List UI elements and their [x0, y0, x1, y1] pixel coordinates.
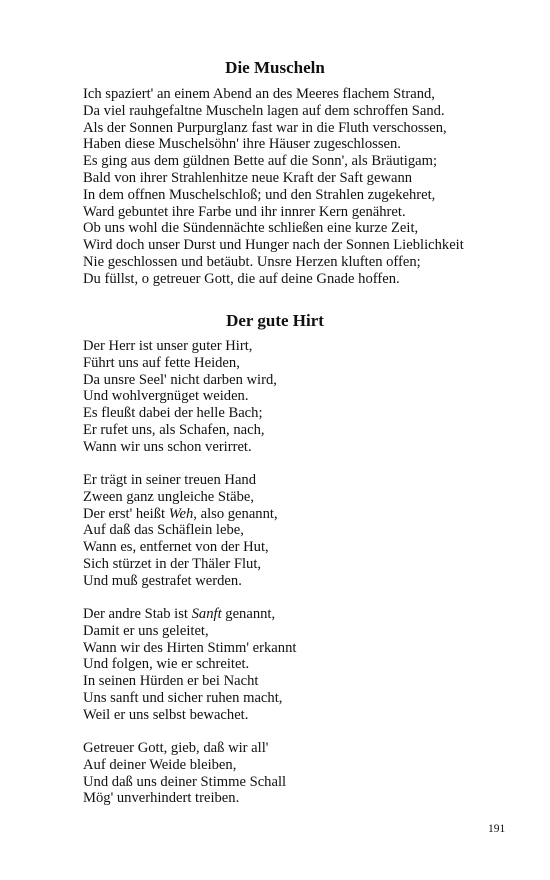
poem-stanza — [83, 606, 296, 724]
verse-line: Und muß gestrafet werden. — [83, 572, 242, 589]
verse-line: Es fleußt dabei der helle Bach; — [83, 405, 263, 422]
verse-line: Er rufet uns, als Schafen, nach, — [83, 421, 265, 438]
verse-line: Er trägt in seiner treuen Hand — [83, 472, 257, 488]
verse-line: Wann es, entfernet von der Hut, — [83, 539, 269, 556]
verse-line: Uns sanft und sicher ruhen macht, — [83, 689, 283, 706]
verse-text: also genannt, — [196, 505, 278, 522]
poem-stanza — [83, 338, 277, 456]
verse-line: Und folgen, wie er schreitet. — [83, 656, 250, 673]
verse-line: Mög' unverhindert treiben. — [83, 790, 240, 807]
verse-line: Ich spaziert' an einem Abend an des Meeres flachem Strand, — [83, 86, 435, 102]
verse-line: Auf daß das Schäflein lebe, — [83, 522, 244, 539]
verse-line: Du füllst, o getreuer Gott, die auf deine Gnade hoffen. — [83, 270, 400, 287]
italic-word: Weh, — [168, 505, 197, 522]
verse-text: Der andre Stab ist — [83, 606, 192, 622]
verse-line: Sich stürzet in der Thäler Flut, — [83, 555, 262, 572]
poem-title-die-muscheln: Die Muscheln — [225, 58, 325, 77]
verse-line: Wird doch unser Durst und Hunger nach der Sonnen Lieblichkeit — [83, 237, 464, 254]
verse-line: Da unsre Seel' nicht darben wird, — [83, 371, 277, 388]
verse-line: Zween ganz ungleiche Stäbe, — [83, 488, 254, 505]
verse-line: Wann wir uns schon verirret. — [83, 438, 252, 455]
poem-stanza — [83, 740, 286, 807]
verse-line: Da viel rauhgefaltne Muscheln lagen auf dem schroffen Sand. — [83, 102, 445, 119]
verse-line: In dem offnen Muschelschloß; und den Strahlen zugekehret, — [83, 186, 436, 203]
verse-line: Ward gebuntet ihre Farbe und ihr innrer Kern genähret. — [83, 203, 406, 220]
verse-line: Führt uns auf fette Heiden, — [83, 354, 240, 371]
verse-line: Und wohlvergnüget weiden. — [83, 388, 249, 405]
verse-line — [83, 506, 278, 523]
verse-line: Als der Sonnen Purpurglanz fast war in die Fluth verschossen, — [83, 119, 447, 136]
verse-line: Bald von ihrer Strahlenhitze neue Kraft der Saft gewann — [83, 169, 413, 186]
verse-text: Der erst' heißt — [83, 505, 169, 522]
verse-line: Weil er uns selbst bewachet. — [83, 706, 249, 723]
poem-stanza — [83, 472, 278, 590]
verse-line: Es ging aus dem güldnen Bette auf die Sonn', als Bräutigam; — [83, 153, 438, 170]
verse-line: Ob uns wohl die Sündennächte schließen eine kurze Zeit, — [83, 220, 419, 237]
verse-line: Der Herr ist unser guter Hirt, — [83, 338, 253, 354]
verse-line: Auf deiner Weide bleiben, — [83, 756, 237, 773]
verse-line: Haben diese Muschelsöhn' ihre Häuser zugeschlossen. — [83, 136, 401, 153]
verse-line: Nie geschlossen und betäubt. Unsre Herzen kluften offen; — [83, 253, 421, 270]
poem-title-der-gute-hirt: Der gute Hirt — [226, 311, 324, 330]
verse-line: Wann wir des Hirten Stimm' erkannt — [83, 639, 297, 656]
italic-word: Sanft — [191, 606, 222, 622]
verse-line: Und daß uns deiner Stimme Schall — [83, 773, 287, 790]
poem-stanza — [83, 86, 464, 288]
page-number: 191 — [488, 823, 506, 835]
verse-line — [83, 606, 296, 623]
verse-line: Getreuer Gott, gieb, daß wir all' — [83, 740, 269, 756]
verse-text: genannt, — [221, 606, 276, 622]
verse-line: In seinen Hürden er bei Nacht — [83, 673, 259, 690]
verse-line: Damit er uns geleitet, — [83, 622, 209, 639]
